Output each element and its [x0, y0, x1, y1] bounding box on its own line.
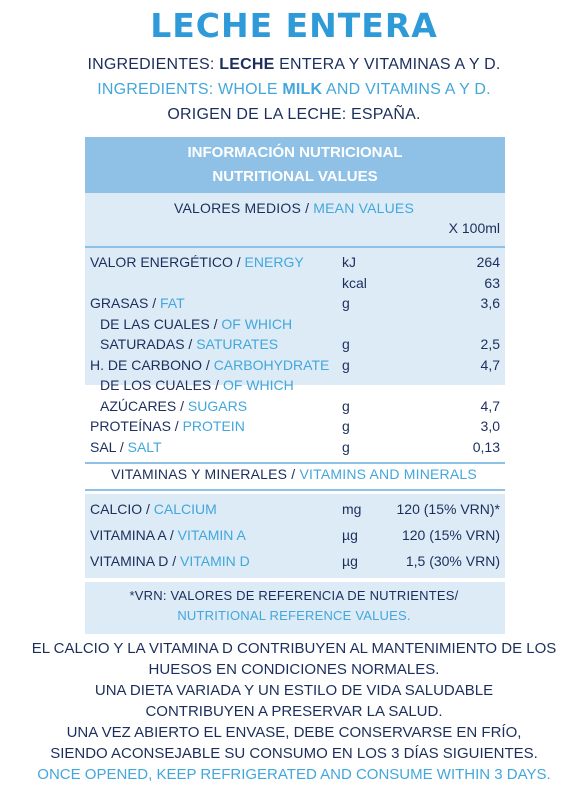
- footer-line: UNA VEZ ABIERTO EL ENVASE, DEBE CONSERVARSE EN FRÍO,: [66, 724, 522, 741]
- mean-values-es: VALORES MEDIOS /: [173, 200, 314, 216]
- nutrient-row: [90, 551, 500, 571]
- nutrient-value: 264: [476, 254, 500, 270]
- footer-line: SIENDO ACONSEJABLE SU CONSUMO EN LOS 3 DÍAS SIGUIENTES.: [50, 745, 538, 762]
- nutrient-name-es: VITAMINA D /: [90, 553, 180, 569]
- nutrition-header: [85, 137, 505, 193]
- mean-values: [0, 200, 588, 216]
- per-100ml: [90, 218, 500, 238]
- ingredients-en-suffix: AND VITAMINS A Y D.: [322, 81, 491, 98]
- nutrient-row: [90, 416, 500, 436]
- nutrient-name-es: DE LOS CUALES /: [100, 377, 223, 393]
- nutrient-name: [90, 499, 217, 519]
- nutrient-row: [90, 396, 500, 416]
- nutrient-name-es: CALCIO /: [90, 501, 154, 517]
- nutrient-name: [100, 314, 292, 334]
- nutrient-name-es: AZÚCARES /: [100, 397, 188, 414]
- nutrient-row: [90, 499, 500, 519]
- nutrient-unit: g: [342, 397, 350, 414]
- nutrient-row: [90, 293, 500, 313]
- footer-line: EL CALCIO Y LA VITAMINA D CONTRIBUYEN AL MANTENIMIENTO DE LOS: [31, 640, 557, 657]
- nutrient-value: 120 (15% VRN)*: [396, 501, 500, 517]
- nutrient-row: [90, 437, 500, 457]
- nutrient-value: 120 (15% VRN): [401, 527, 500, 543]
- ingredients-es: [0, 56, 588, 74]
- ingredients-en-prefix: INGREDIENTS: WHOLE: [97, 81, 283, 98]
- ingredients-en-bold: MILK: [282, 81, 323, 98]
- nutrient-name-en: OF WHICH: [221, 315, 293, 332]
- ingredients-es-prefix: INGREDIENTES:: [87, 56, 220, 73]
- vitamins-header-es: VITAMINAS Y MINERALES /: [111, 466, 300, 482]
- divider: [85, 462, 505, 464]
- vitamins-header-en: VITAMINS AND MINERALS: [299, 466, 477, 482]
- nutrient-unit: kJ: [342, 254, 356, 270]
- nutrient-row: [90, 273, 500, 293]
- nutrient-name-en: SUGARS: [187, 397, 248, 414]
- nutrient-name-es: H. DE CARBONO /: [90, 356, 214, 373]
- nutrient-row: [90, 334, 500, 354]
- nutrient-name-en: VITAMIN A: [177, 527, 246, 543]
- nutrient-name-es: VITAMINA A /: [90, 527, 178, 543]
- nutrient-unit: g: [342, 295, 350, 311]
- nutrient-row: [90, 375, 500, 395]
- nutrient-name: [90, 551, 250, 571]
- nutrient-name: [90, 416, 245, 436]
- nutrient-value: 3,6: [480, 295, 500, 311]
- nutrient-name-es: DE LAS CUALES /: [100, 315, 222, 332]
- nutrient-name: [90, 437, 162, 457]
- divider: [85, 489, 505, 491]
- nutrient-name-es: PROTEÍNAS /: [90, 418, 183, 434]
- nutrient-name-en: ENERGY: [244, 254, 304, 270]
- nutrient-name-en: OF WHICH: [222, 377, 294, 393]
- nutrient-unit: g: [342, 438, 350, 455]
- nutrient-value: 4,7: [480, 397, 500, 414]
- nutrient-name-en: FAT: [160, 295, 185, 311]
- nutrient-name: [100, 334, 278, 354]
- nutrient-value: 3,0: [480, 418, 500, 434]
- footer-line: CONTRIBUYEN A PRESERVAR LA SALUD.: [145, 703, 443, 720]
- nutrient-name-en: PROTEIN: [182, 418, 245, 434]
- nutrient-name-en: SATURATES: [196, 336, 279, 352]
- nutrient-row: [90, 355, 500, 375]
- vrn-en: NUTRITIONAL REFERENCE VALUES.: [177, 608, 411, 623]
- nutrient-value: 2,5: [480, 336, 500, 352]
- mean-values-en: MEAN VALUES: [313, 200, 415, 216]
- nutrient-name: [90, 355, 329, 375]
- footer-line: HUESOS EN CONDICIONES NORMALES.: [148, 661, 440, 678]
- nutrient-unit: mg: [342, 501, 362, 517]
- nutrient-value: 63: [484, 274, 500, 291]
- nutrient-name-es: SATURADAS /: [100, 336, 197, 352]
- ingredients-es-suffix: ENTERA Y VITAMINAS A Y D.: [274, 56, 501, 73]
- per-100ml-label: X 100ml: [448, 220, 500, 236]
- ingredients-es-bold: LECHE: [219, 56, 275, 73]
- vrn-es: *VRN: VALORES DE REFERENCIA DE NUTRIENTES/: [129, 588, 459, 603]
- nutrient-value: 1,5 (30% VRN): [405, 553, 500, 569]
- milk-origin: ORIGEN DE LA LECHE: ESPAÑA.: [167, 106, 421, 123]
- nutrition-header-en: NUTRITIONAL VALUES: [212, 168, 378, 185]
- nutrient-name: [90, 252, 304, 272]
- nutrient-row: [90, 314, 500, 334]
- nutrient-name-es: VALOR ENERGÉTICO /: [90, 254, 245, 270]
- footer-line: UNA DIETA VARIADA Y UN ESTILO DE VIDA SALUDABLE: [94, 682, 494, 699]
- nutrient-unit: kcal: [342, 274, 367, 291]
- footer-en: ONCE OPENED, KEEP REFRIGERATED AND CONSUME WITHIN 3 DAYS.: [37, 766, 551, 783]
- divider: [85, 246, 505, 248]
- nutrient-value: 0,13: [472, 438, 500, 455]
- nutrient-name: [100, 375, 294, 395]
- nutrient-name-en: CARBOHYDRATE: [213, 356, 330, 373]
- nutrient-name: [90, 525, 246, 545]
- nutrient-name-en: VITAMIN D: [179, 553, 250, 569]
- vitamins-header: [0, 466, 588, 482]
- nutrient-unit: µg: [342, 527, 358, 543]
- nutrient-row: [90, 252, 500, 272]
- nutrient-unit: g: [342, 336, 350, 352]
- nutrition-header-es: INFORMACIÓN NUTRICIONAL: [187, 144, 403, 161]
- nutrient-unit: g: [342, 418, 350, 434]
- nutrient-value: 4,7: [480, 356, 500, 373]
- nutrient-name-es: SAL /: [90, 438, 128, 455]
- nutrient-unit: g: [342, 356, 350, 373]
- nutrient-name: [90, 293, 185, 313]
- nutrient-name-en: SALT: [127, 438, 162, 455]
- nutrient-name-en: CALCIUM: [153, 501, 217, 517]
- nutrient-name: [100, 396, 247, 416]
- ingredients-en: [0, 81, 588, 99]
- product-title: LECHE ENTERA: [150, 6, 438, 45]
- nutrient-row: [90, 525, 500, 545]
- nutrient-name-es: GRASAS /: [90, 295, 161, 311]
- nutrient-unit: µg: [342, 553, 358, 569]
